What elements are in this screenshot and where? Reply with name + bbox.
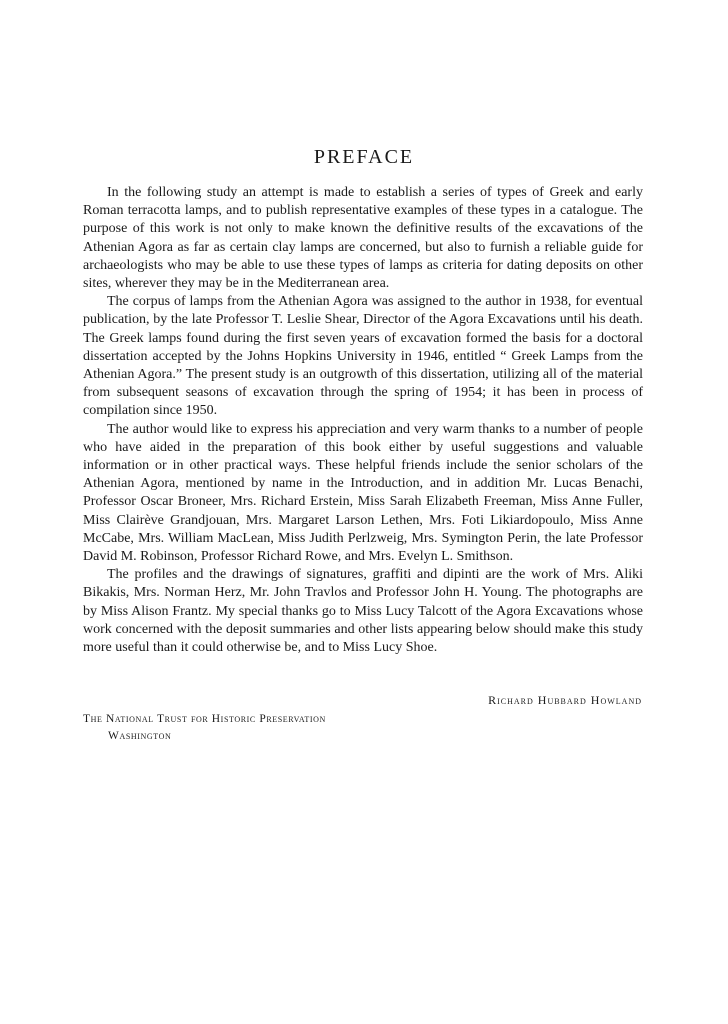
preface-body xyxy=(83,184,643,657)
author-signature: Richard Hubbard Howland xyxy=(488,693,642,707)
paragraph-corpus-history: The corpus of lamps from the Athenian Agora was assigned to the author in 1938, for eventual publication, by the late Professor T. Leslie Shear, Director of the Agora Excavations until his death. The Greek lamps found during the first seven years of excavation formed the basis for a doctoral dissertation accepted by the Johns Hopkins University in 1946, entitled “ Greek Lamps from the Athenian Agora.” The present study is an outgrowth of this dissertation, utilizing all of the material from subsequent seasons of excavation through the spring of 1954; it has been in process of compilation since 1950. xyxy=(83,294,643,419)
page-title: PREFACE xyxy=(313,146,415,168)
affiliation-city: Washington xyxy=(108,730,172,742)
paragraph-purpose: In the following study an attempt is made to establish a series of types of Greek and early Roman terracotta lamps, and to publish representative examples of these types in a catalogue. The purpose of this work is not only to make known the definitive results of the excavations of the Athenian Agora as far as certain clay lamps are concerned, but also to furnish a reliable guide for archaeologists who may be able to use these types of lamps as criteria for dating deposits on other sites, wherever they may be in the Mediterranean area. xyxy=(83,185,643,292)
affiliation-institution: The National Trust for Historic Preservation xyxy=(83,713,326,725)
paragraph-acknowledgements: The author would like to express his appreciation and very warm thanks to a number of people who have aided in the preparation of this book either by useful suggestions and valuable information or in other practical ways. These helpful friends include the senior scholars of the Athenian Agora, mentioned by name in the Introduction, and in addition Mr. Lucas Benachi, Professor Oscar Broneer, Mrs. Richard Erstein, Miss Sarah Elizabeth Freeman, Miss Anne Fuller, Miss Clairève Grandjouan, Mrs. Margaret Larson Lethen, Mrs. Foti Likiardopoulo, Miss Anne McCabe, Mrs. William MacLean, Miss Judith Perlzweig, Mrs. Symington Perin, the late Professor David M. Robinson, Professor Richard Rowe, and Mrs. Evelyn L. Smithson. xyxy=(83,421,643,565)
paragraph-illustration-credits: The profiles and the drawings of signatures, graffiti and dipinti are the work of Mrs. Aliki Bikakis, Mrs. Norman Herz, Mr. John Travlos and Professor John H. Young. The photographs are by Miss Alison Frantz. My special thanks go to Miss Lucy Talcott of the Agora Excavations whose work concerned with the deposit summaries and other lists appearing below should make this study more useful than it could otherwise be, and to Miss Lucy Shoe. xyxy=(83,567,643,656)
author-affiliation xyxy=(83,711,326,745)
